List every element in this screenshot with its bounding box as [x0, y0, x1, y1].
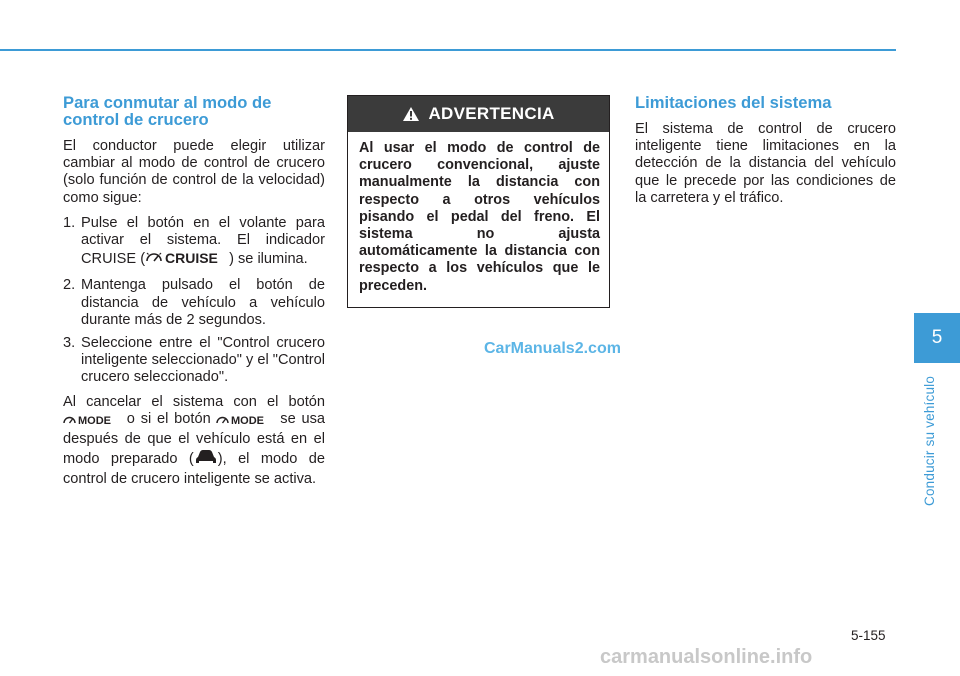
page-number: 5-155: [851, 628, 886, 643]
steps-list: [63, 215, 325, 387]
section-heading-switch-mode: Para conmutar al modo de control de crucero: [63, 93, 272, 129]
right-column: [635, 94, 896, 215]
step-text-before: Pulse el botón en el volante para activar el sistema. El indicador CRUISE (: [81, 214, 325, 268]
top-rule: [0, 49, 896, 51]
cruise-indicator-icon: [145, 249, 229, 271]
outro-text-d: ), el modo de control de crucero inteligente se activa.: [63, 451, 325, 488]
limitations-paragraph: El sistema de control de crucero inteligente tiene limitaciones en la detección de la distancia del vehículo que le precede por las condiciones de la carretera y el tráfico.: [635, 121, 896, 206]
outro-text-c: se usa después de que el vehículo está en el modo preparado (: [63, 410, 326, 468]
mode-button-icon: [216, 412, 274, 431]
outro-text-b: o si el botón: [126, 410, 211, 427]
outro-paragraph: [63, 394, 325, 489]
warning-title: ADVERTENCIA: [428, 104, 555, 123]
chapter-title: Conducir su vehículo: [922, 375, 937, 506]
intro-paragraph: El conductor puede elegir utilizar cambiar al modo de control de crucero (solo función de control de la velocidad) como sigue:: [63, 138, 325, 206]
mode-button-icon: [63, 412, 121, 431]
left-column: [63, 94, 325, 489]
step-text: Mantenga pulsado el botón de distancia de vehículo a vehículo durante más de 2 segundos.: [81, 277, 325, 328]
mode-label: MODE: [78, 414, 111, 426]
step-text: [81, 215, 325, 272]
warning-text: Al usar el modo de control de crucero convencional, ajuste manualmente la distancia con respecto a otros vehículos pisando el pedal del freno. El sistema no ajusta automáticamente la distancia con respecto a los vehículos que le preceden.: [359, 140, 600, 294]
list-item: [63, 215, 325, 272]
step-text: Seleccione entre el "Control crucero inteligente seleccionado" y el "Control crucero seleccionado".: [81, 335, 326, 386]
warning-triangle-icon: [402, 106, 420, 122]
watermark-link[interactable]: CarManuals2.com: [484, 340, 621, 357]
list-item: [63, 277, 325, 329]
mode-label: MODE: [231, 414, 265, 426]
footer-watermark: carmanualsonline.info: [600, 646, 813, 668]
warning-header: [348, 96, 609, 132]
chapter-tab: 5: [914, 313, 960, 363]
outro-text-a: Al cancelar el sistema con el botón: [63, 393, 325, 410]
step-text-after: ) se ilumina.: [229, 251, 308, 268]
warning-box: [347, 95, 610, 308]
car-ready-icon: [194, 448, 218, 471]
section-heading-limitations: Limitaciones del sistema: [635, 93, 832, 112]
chapter-title-vertical: [920, 368, 940, 508]
step-number: 3.: [63, 335, 76, 352]
list-item: [63, 335, 325, 387]
step-number: 1.: [63, 214, 76, 231]
cruise-label: CRUISE: [165, 250, 218, 267]
step-number: 2.: [63, 277, 76, 294]
